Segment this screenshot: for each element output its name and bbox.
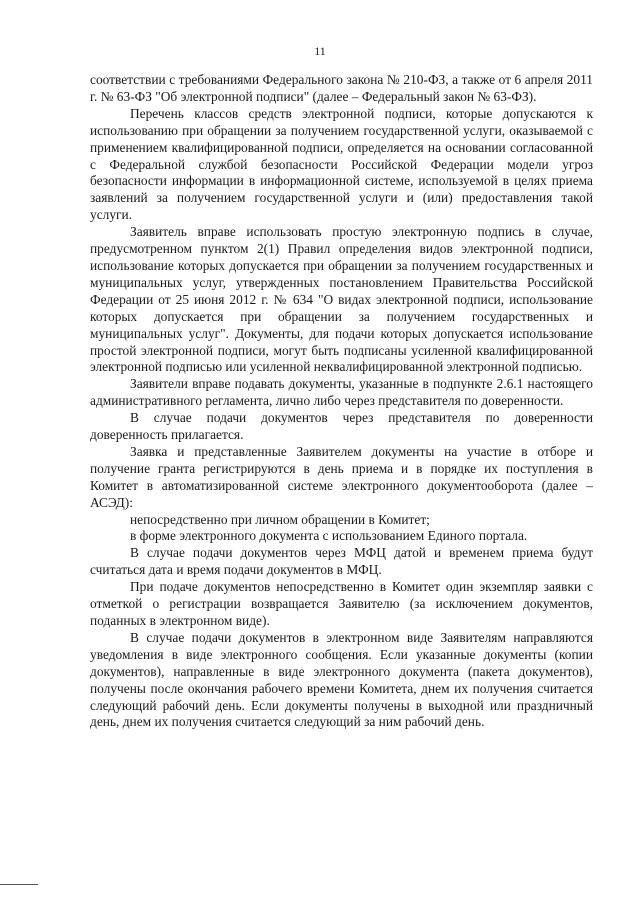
paragraph-signature-classes: Перечень классов средств электронной подписи, которые допускаются к использованию при обращении за получением государственной услуги, оказываемой с применением квалифицированной подписи, определяется на основании согласованной с Федеральной службой безопасности Российской Федерации модели угроз безопасности информации в информационной системе, используемой в целях приема заявлений за получением государственной услуги и (или) предоставления такой услуги.: [90, 105, 593, 223]
paragraph-list-item-electronic: в форме электронного документа с использованием Единого портала.: [130, 528, 528, 544]
footer-divider: [0, 884, 38, 885]
paragraph-direct-submission: При подаче документов непосредственно в Комитет один экземпляр заявки с отметкой о регистрации возвращается Заявителю (за исключением документов, поданных в электронном виде).: [90, 579, 593, 628]
paragraph-electronic-notification: В случае подачи документов в электронном виде Заявителям направляются уведомления в виде электронного сообщения. Если указанные документы (копии документов), направленные в виде электронного документа (пакета документов), получены после окончания рабочего времени Комитета, днем их получения считается следующий рабочий день. Если документы получены в выходной или праздничный день, днем их получения считается следующий за ним рабочий день.: [90, 629, 593, 730]
paragraph-power-of-attorney: В случае подачи документов через представителя по доверенности доверенность прилагается.: [90, 410, 593, 443]
paragraph-submission-methods: Заявители вправе подавать документы, указанные в подпункте 2.6.1 настоящего административного регламента, лично либо через представителя по доверенности.: [90, 376, 593, 409]
paragraph-list-item-personal: непосредственно при личном обращении в Комитет;: [130, 511, 430, 527]
document-body: [90, 72, 593, 731]
paragraph-mfc: В случае подачи документов через МФЦ датой и временем приема будут считаться дата и время подачи документов в МФЦ.: [90, 545, 593, 578]
paragraph-simple-signature: Заявитель вправе использовать простую электронную подпись в случае, предусмотренном пунктом 2(1) Правил определения видов электронной подписи, использование которых допускается при обращении за получением государственных и муниципальных услуг, утвержденных постановлением Правительства Российской Федерации от 25 июня 2012 г. № 634 "О видах электронной подписи, использование которых допускается при обращении за получением государственных и муниципальных услуг". Документы, для подачи которых допускается использование простой электронной подписи, могут быть подписаны усиленной квалифицированной электронной подписью или усиленной неквалифицированной электронной подписью.: [90, 224, 593, 375]
page-number: 11: [314, 44, 326, 58]
paragraph-continuation: соответствии с требованиями Федерального закона № 210-ФЗ, а также от 6 апреля 2011 г. № 63-ФЗ "Об электронной подписи" (далее – Федеральный закон № 63-ФЗ).: [90, 72, 593, 104]
paragraph-registration: Заявка и представленные Заявителем документы на участие в отборе и получение гранта регистрируются в день приема и в порядке их поступления в Комитет в автоматизированной системе электронного документооборота (далее – АСЭД):: [90, 443, 593, 510]
